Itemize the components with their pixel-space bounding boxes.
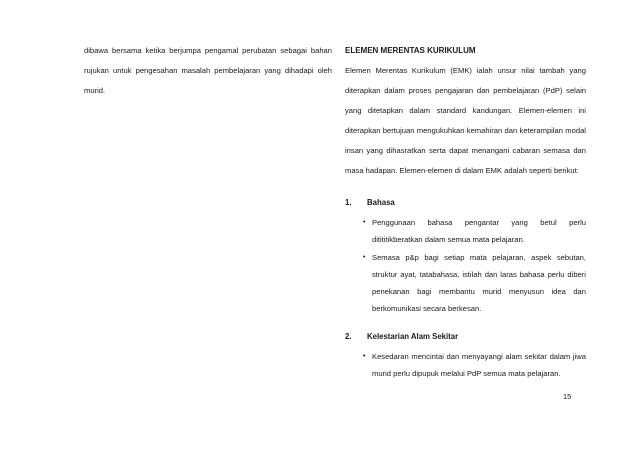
list-item (345, 248, 586, 317)
page-number: 15 (563, 392, 572, 401)
kelestarian-bullet-list (345, 347, 586, 382)
list-item (345, 347, 586, 382)
section-bahasa-title (345, 193, 586, 213)
list-item-text: Penggunaan bahasa pengantar yang betul perlu ditititikberatkan dalam semua mata pelajaran. (372, 218, 586, 244)
bullet-icon: • (363, 353, 366, 360)
section-title-text: Bahasa (367, 198, 395, 207)
bullet-icon: • (363, 254, 366, 261)
list-item-text: Semasa p&p bagi setiap mata pelajaran, aspek sebutan, struktur ayat, tatabahasa, istilah dan laras bahasa perlu diberi penekanan bagi membantu murid menyusun idea dan berkomunikasi secara berkesan. (372, 253, 586, 313)
section-number: 1. (345, 198, 352, 207)
section-number: 2. (345, 332, 352, 341)
list-item (345, 213, 586, 248)
right-column (345, 41, 586, 382)
intro-paragraph: Elemen Merentas Kurikulum (EMK) ialah unsur nilai tambah yang diterapkan dalam proses pengajaran dan pembelajaran (PdP) selain yang ditetapkan dalam standard kandungan. Elemen-elemen ini diterapkan bertujuan mengukuhkan kemahiran dan keterampilan modal insan yang dihasratkan serta dapat menangani cabaran semasa dan masa hadapan. Elemen-elemen di dalam EMK adalah seperti berikut: (345, 66, 586, 175)
bahasa-bullet-list (345, 213, 586, 317)
left-paragraph: dibawa bersama ketika berjumpa pengamal perubatan sebagai bahan rujukan untuk pengesahan masalah pembelajaran yang dihadapi oleh murid. (84, 46, 332, 95)
section-title-text: Kelestarian Alam Sekitar (367, 332, 459, 341)
list-item-text: Kesedaran mencintai dan menyayangi alam sekitar dalam jiwa murid perlu dipupuk melalui PdP semua mata pelajaran. (372, 352, 586, 378)
bullet-icon: • (363, 219, 366, 226)
section-kelestarian-title (345, 327, 586, 347)
section-heading: ELEMEN MERENTAS KURIKULUM (345, 46, 476, 55)
left-column (84, 41, 332, 101)
